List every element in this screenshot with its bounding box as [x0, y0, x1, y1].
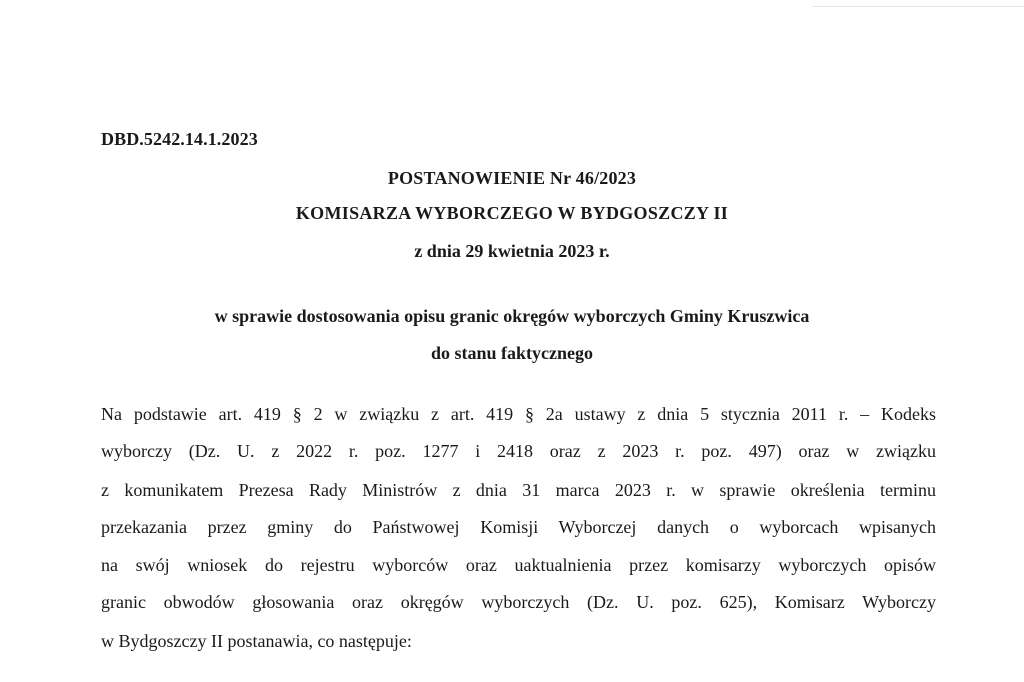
document-title: POSTANOWIENIE Nr 46/2023: [387, 168, 637, 188]
body-line: wyborczy (Dz. U. z 2022 r. poz. 1277 i 2418 oraz z 2023 r. poz. 497) oraz w związku: [101, 441, 936, 461]
body-line: na swój wniosek do rejestru wyborców oraz uaktualnienia przez komisarzy wyborczych opisów: [101, 555, 936, 575]
body-line: w Bydgoszczy II postanawia, co następuje:: [101, 631, 412, 651]
body-line: Na podstawie art. 419 § 2 w związku z art. 419 § 2a ustawy z dnia 5 stycznia 2011 r. – Kodeks: [101, 404, 936, 424]
body-line: z komunikatem Prezesa Rady Ministrów z dnia 31 marca 2023 r. w sprawie określenia terminu: [101, 480, 936, 500]
subject-line-1: w sprawie dostosowania opisu granic okręgów wyborczych Gminy Kruszwica: [214, 306, 810, 326]
body-line: granic obwodów głosowania oraz okręgów wyborczych (Dz. U. poz. 625), Komisarz Wyborczy: [101, 592, 936, 612]
scan-edge-line: [812, 6, 1024, 7]
case-reference: DBD.5242.14.1.2023: [101, 129, 258, 149]
body-line: przekazania przez gminy do Państwowej Komisji Wyborczej danych o wyborcach wpisanych: [101, 517, 936, 537]
document-date: z dnia 29 kwietnia 2023 r.: [414, 241, 610, 261]
subject-line-2: do stanu faktycznego: [430, 343, 593, 363]
issuing-authority: KOMISARZA WYBORCZEGO W BYDGOSZCZY II: [295, 203, 729, 223]
